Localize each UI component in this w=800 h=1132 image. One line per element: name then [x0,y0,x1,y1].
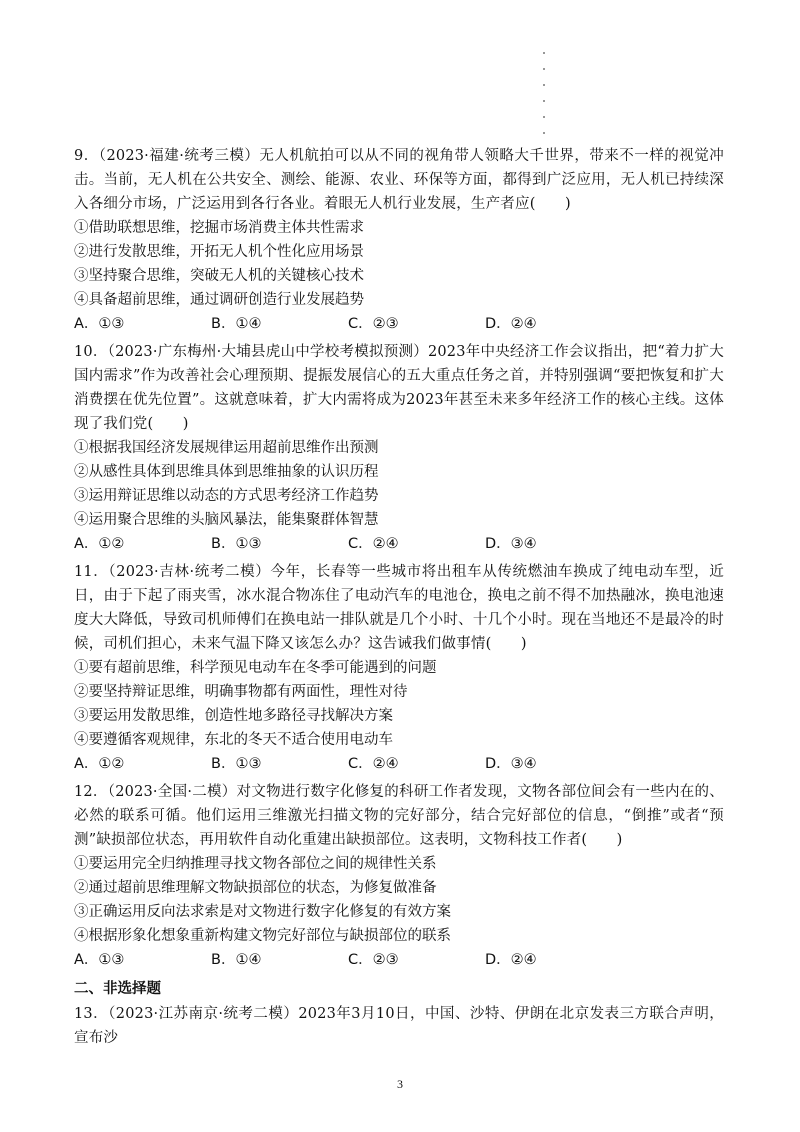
answer-choices [74,312,724,336]
option-item: ④要遵循客观规律，东北的冬天不适合使用电动车 [74,732,393,748]
option-item: ②通过超前思维理解文物缺损部位的状态，为修复做准备 [74,880,437,896]
choice-c: C．②③ [348,316,399,332]
choice-b: B．①③ [211,756,262,772]
choice-b: B．①④ [211,952,262,968]
question-stem: 12．（2023·全国·二模）对文物进行数字化修复的科研工作者发现，文物各部位间会有一些内在的、必然的联系可循。他们运用三维激光扫描文物的完好部分，结合完好部位的信息，“倒推”或者“预测”缺损部位状态，再用软件自动化重建出缺损部位。这表明，文物科技工作者( ) [74,784,724,848]
page-number: 3 [397,1077,403,1091]
option-item: ④根据形象化想象重新构建文物完好部位与缺损部位的联系 [74,928,451,944]
option-item: ②从感性具体到思维具体到思维抽象的认识历程 [74,464,379,480]
question-stem: 10．（2023·广东梅州·大埔县虎山中学校考模拟预测）2023年中央经济工作会议指出，把“着力扩大国内需求”作为改善社会心理预期、提振发展信心的五大重点任务之首，并特别强调“要把恢复和扩大消费摆在优先位置”。这就意味着，扩大内需将成为2023年甚至未来多年经济工作的核心主线。这体现了我们党( ) [74,344,724,432]
choice-c: C．②③ [348,952,399,968]
question-10 [74,340,724,556]
option-item: ③要运用发散思维，创造性地多路径寻找解决方案 [74,708,393,724]
choice-a: A．①② [74,536,125,552]
answer-choices [74,752,724,776]
question-11 [74,560,724,776]
question-13-stem: 13．（2023·江苏南京·统考二模）2023年3月10日，中国、沙特、伊朗在北京发表三方联合声明，宣布沙 [74,1006,724,1046]
choice-c: C．②④ [348,756,399,772]
option-item: ①要运用完全归纳推理寻找文物各部位之间的规律性关系 [74,856,437,872]
answer-choices [74,532,724,556]
choice-d: D．③④ [485,536,537,552]
option-item: ④具备超前思维，通过调研创造行业发展趋势 [74,292,364,308]
option-item: ③坚持聚合思维，突破无人机的关键核心技术 [74,268,364,284]
choice-a: A．①② [74,756,125,772]
margin-dots [540,52,550,148]
choice-a: A．①③ [74,952,125,968]
option-item: ①要有超前思维，科学预见电动车在冬季可能遇到的问题 [74,660,437,676]
choice-d: D．②④ [485,952,537,968]
choice-b: B．①④ [211,316,262,332]
question-list [74,144,724,1050]
option-item: ②进行发散思维，开拓无人机个性化应用场景 [74,244,364,260]
question-stem: 11．（2023·吉林·统考二模）今年，长春等一些城市将出租车从传统燃油车换成了纯电动车型，近日，由于下起了雨夹雪，冰水混合物冻住了电动汽车的电池仓，换电之前不得不加热融冰，换电池速度大大降低，导致司机师傅们在换电站一排队就是几个小时、十几个小时。现在当地还不是最冷的时候，司机们担心，未来气温下降又该怎么办？这告诫我们做事情( ) [74,564,724,652]
question-12 [74,780,724,972]
option-item: ②要坚持辩证思维，明确事物都有两面性，理性对待 [74,684,408,700]
choice-b: B．①③ [211,536,262,552]
choice-c: C．②④ [348,536,399,552]
option-item: ③运用辩证思维以动态的方式思考经济工作趋势 [74,488,379,504]
answer-choices [74,948,724,972]
option-item: ①借助联想思维，挖掘市场消费主体共性需求 [74,220,364,236]
section-title: 二、非选择题 [74,981,161,997]
question-9 [74,144,724,336]
option-item: ③正确运用反向法求索是对文物进行数字化修复的有效方案 [74,904,451,920]
choice-d: D．②④ [485,316,537,332]
option-item: ④运用聚合思维的头脑风暴法，能集聚群体智慧 [74,512,379,528]
option-item: ①根据我国经济发展规律运用超前思维作出预测 [74,440,379,456]
choice-a: A．①③ [74,316,125,332]
question-stem: 9．（2023·福建·统考三模）无人机航拍可以从不同的视角带人领略大千世界，带来不一样的视觉冲击。当前，无人机在公共安全、测绘、能源、农业、环保等方面，都得到广泛应用，无人机已持续深入各细分市场，广泛运用到各行各业。着眼无人机行业发展，生产者应( ) [74,148,724,212]
choice-d: D．③④ [485,756,537,772]
